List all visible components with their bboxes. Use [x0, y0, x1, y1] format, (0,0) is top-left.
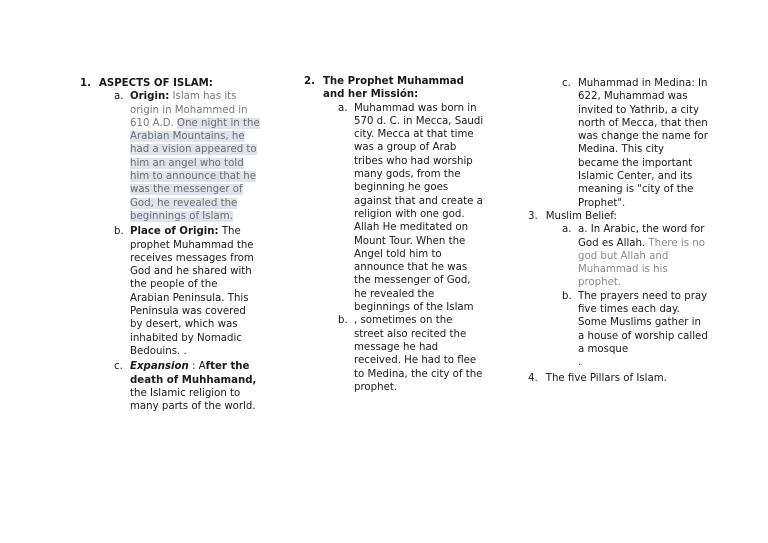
section-number: 4.	[528, 372, 538, 384]
item-text: The prophet Muhammad the receives messages from God and he shared with the people of the Arabian Peninsula. This Peninsula was covered by desert, which was inhabited by Nomadic Bedouins. .	[130, 226, 254, 357]
item-marker: b.	[114, 226, 124, 238]
item-text: Muhammad in Medina: In 622, Muhammad was invited to Yathrib, a city north of Mecca, that then was change the name for Medina. This city became the important Islamic Center, and its meaning is "city of the Prophet".	[578, 78, 708, 209]
item-prayers	[562, 290, 708, 370]
item-tail: .	[578, 357, 582, 369]
item-medina	[562, 77, 708, 210]
item-marker: a.	[562, 224, 572, 236]
highlighted-text: One night in the Arabian Mountains, he had a vision appeared to him an angel who told him to announce that he was the messenger of God, he revealed the beginnings of Islam.	[130, 117, 260, 222]
section-number: 1.	[80, 78, 91, 89]
item-expansion	[114, 360, 260, 413]
section-number: 3.	[528, 210, 538, 222]
item-label: Origin:	[130, 91, 170, 103]
item-text: the Islamic religion to many parts of the world.	[130, 387, 256, 413]
item-allah	[562, 223, 708, 289]
item-text: , sometimes on the street also recited the message he had received. He had to flee to Medina, the city of the prophet.	[354, 315, 483, 393]
item-marker: a.	[114, 91, 124, 103]
section-title: Muslim Belief:	[545, 210, 617, 222]
section-1-heading	[80, 77, 260, 90]
item-text-grey: There is no god but Allah and Muhammad is his prophet.	[578, 237, 705, 289]
item-label: Expansion	[130, 361, 189, 373]
item-separator: : A	[188, 361, 206, 373]
item-marker: c.	[114, 361, 123, 373]
section-title: The five Pillars of Islam.	[545, 372, 667, 384]
section-2-heading	[304, 75, 484, 102]
item-text: The prayers need to pray five times each day. Some Muslims gather in a house of worship called a mosque	[578, 290, 708, 355]
item-label: Place of Origin:	[130, 226, 219, 238]
column-1	[80, 77, 260, 413]
section-title: The Prophet Muhammad and her Missión:	[322, 76, 464, 101]
item-marker: a.	[338, 102, 348, 114]
column-3	[528, 77, 708, 385]
item-place-of-origin	[114, 225, 260, 358]
item-marker: b.	[562, 290, 572, 302]
section-title: ASPECTS OF ISLAM:	[98, 78, 213, 89]
item-text: a. In Arabic, the word for God es Allah.	[578, 224, 705, 249]
item-label-2: fter the death of Muhhamand,	[130, 361, 257, 386]
item-origin	[114, 90, 260, 223]
section-4-heading	[528, 372, 708, 385]
column-2	[304, 75, 484, 394]
section-number: 2.	[304, 76, 315, 87]
item-text: Muhammad was born in 570 d. C. in Mecca, Saudi city. Mecca at that time was a group of Arab tribes who had worship many gods, from the beginning he goes against that and create a religion with one god. Allah He meditated on Mount Tour. When the Angel told him to announce that he was the messenger of God, he revealed the beginnings of the Islam	[354, 102, 484, 314]
item-birth	[338, 102, 484, 315]
item-marker: b.	[338, 315, 348, 327]
item-text: Islam has its origin in Mohammed in 610 A.D.	[130, 91, 248, 129]
section-3-heading	[528, 210, 708, 223]
item-marker: c.	[562, 78, 571, 89]
item-flee	[338, 314, 484, 394]
